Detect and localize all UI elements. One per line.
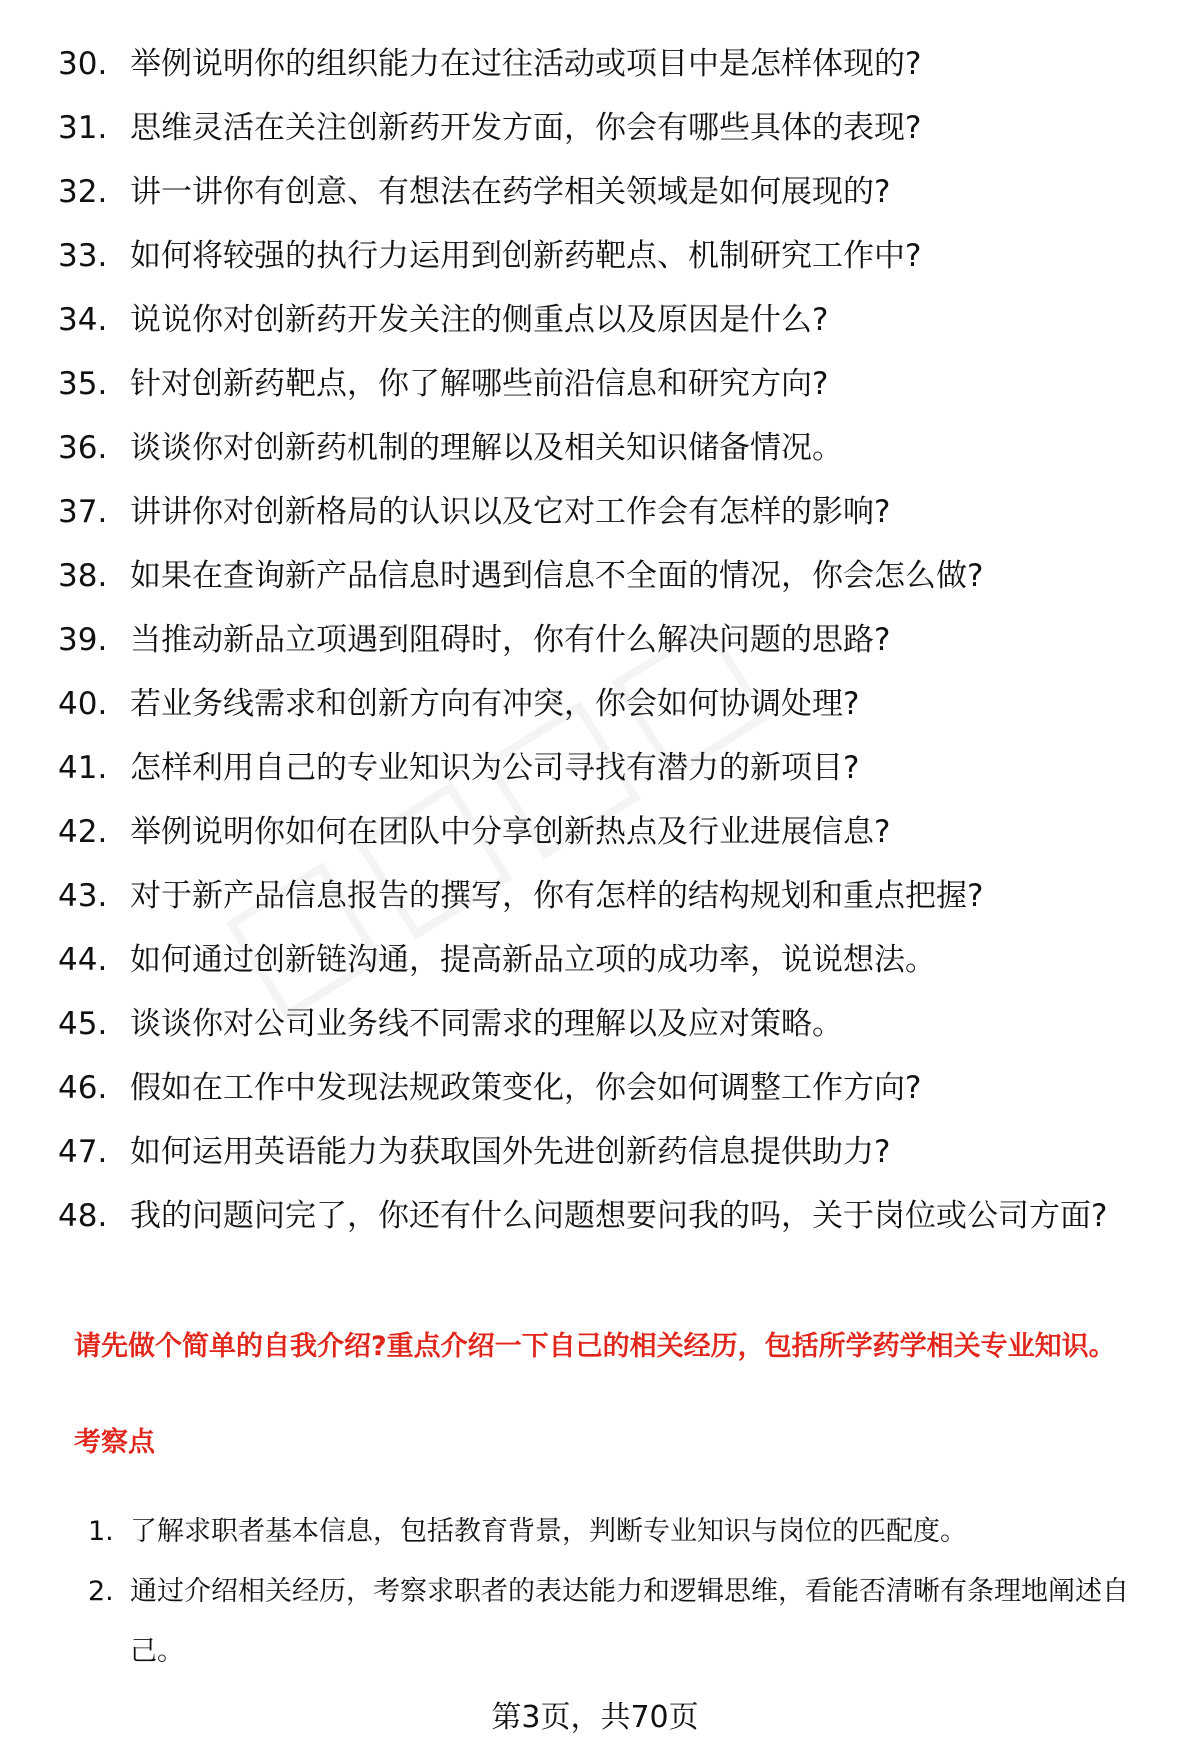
question-item [58,814,1148,850]
question-text: 若业务线需求和创新方向有冲突，你会如何协调处理? [130,686,860,722]
question-text: 假如在工作中发现法规政策变化，你会如何调整工作方向? [130,1070,922,1106]
question-number: 39. [58,622,108,658]
question-number: 45. [58,1006,108,1042]
point-number: 2. [88,1576,114,1607]
question-item [58,750,1148,786]
question-item [58,1134,1148,1170]
question-text: 对于新产品信息报告的撰写，你有怎样的结构规划和重点把握? [130,878,984,914]
question-item [58,302,1148,338]
question-number: 30. [58,46,108,82]
question-item [58,430,1148,466]
assessment-points-list [88,1502,1158,1682]
question-number: 35. [58,366,108,402]
question-number: 42. [58,814,108,850]
question-item [58,558,1148,594]
question-item [58,686,1148,722]
question-number: 48. [58,1198,108,1234]
question-number: 32. [58,174,108,210]
question-text: 思维灵活在关注创新药开发方面，你会有哪些具体的表现? [130,110,922,146]
question-number: 44. [58,942,108,978]
question-item [58,942,1148,978]
question-text: 针对创新药靶点，你了解哪些前沿信息和研究方向? [130,366,829,402]
question-text: 谈谈你对公司业务线不同需求的理解以及应对策略。 [130,1006,843,1042]
point-text: 了解求职者基本信息，包括教育背景，判断专业知识与岗位的匹配度。 [130,1516,967,1547]
question-text: 如何通过创新链沟通，提高新品立项的成功率，说说想法。 [130,942,936,978]
question-item [58,110,1148,146]
question-number: 37. [58,494,108,530]
question-text: 怎样利用自己的专业知识为公司寻找有潜力的新项目? [130,750,860,786]
question-text: 讲讲你对创新格局的认识以及它对工作会有怎样的影响? [130,494,891,530]
question-text: 如何运用英语能力为获取国外先进创新药信息提供助力? [130,1134,891,1170]
question-item [58,1006,1148,1042]
question-number: 40. [58,686,108,722]
section-label: 考察点 [74,1427,155,1458]
point-number: 1. [88,1516,114,1547]
question-number: 46. [58,1070,108,1106]
question-item [58,1198,1148,1234]
question-number: 33. [58,238,108,274]
question-number: 31. [58,110,108,146]
question-item [58,878,1148,914]
question-number: 34. [58,302,108,338]
question-text: 当推动新品立项遇到阻碍时，你有什么解决问题的思路? [130,622,891,658]
question-text: 如何将较强的执行力运用到创新药靶点、机制研究工作中? [130,238,922,274]
question-text: 谈谈你对创新药机制的理解以及相关知识储备情况。 [130,430,843,466]
question-item [58,366,1148,402]
highlight-question: 请先做个简单的自我介绍?重点介绍一下自己的相关经历，包括所学药学相关专业知识。 [74,1331,1116,1362]
question-number: 47. [58,1134,108,1170]
question-text: 我的问题问完了，你还有什么问题想要问我的吗，关于岗位或公司方面? [130,1198,1108,1234]
question-number: 36. [58,430,108,466]
page-footer: 第3页，共70页 [491,1700,699,1735]
question-text: 如果在查询新产品信息时遇到信息不全面的情况，你会怎么做? [130,558,984,594]
question-item [58,238,1148,274]
point-text: 通过介绍相关经历，考察求职者的表达能力和逻辑思维，看能否清晰有条理地阐述自己。 [130,1576,1129,1667]
question-item [58,622,1148,658]
question-number: 38. [58,558,108,594]
question-number: 43. [58,878,108,914]
question-text: 讲一讲你有创意、有想法在药学相关领域是如何展现的? [130,174,891,210]
question-item [58,174,1148,210]
question-text: 说说你对创新药开发关注的侧重点以及原因是什么? [130,302,829,338]
question-text: 举例说明你如何在团队中分享创新热点及行业进展信息? [130,814,891,850]
question-text: 举例说明你的组织能力在过往活动或项目中是怎样体现的? [130,46,922,82]
assessment-point [88,1562,1158,1682]
question-list [58,46,1148,1262]
question-item [58,494,1148,530]
assessment-point [88,1502,1158,1562]
question-item [58,46,1148,82]
question-item [58,1070,1148,1106]
question-number: 41. [58,750,108,786]
